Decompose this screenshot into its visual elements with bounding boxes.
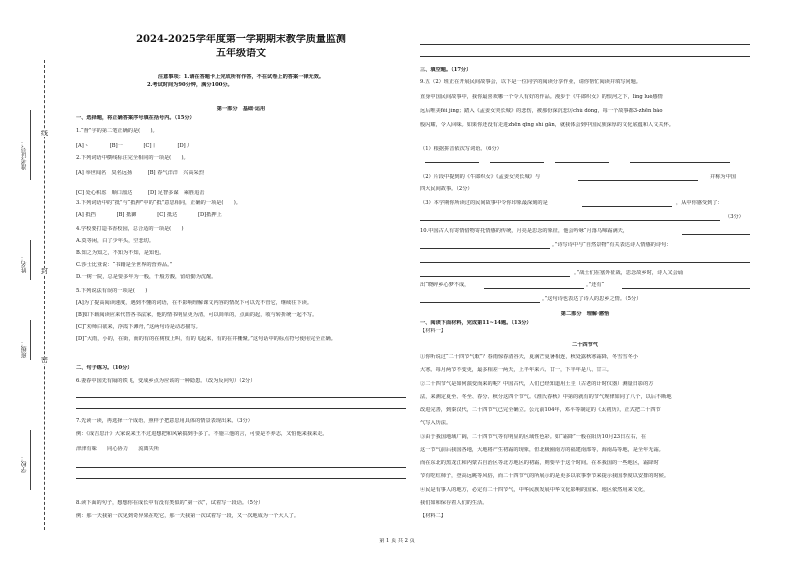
answer-blank[interactable]: [425, 162, 479, 163]
binding-mark-seal: 封: [41, 268, 48, 275]
answer-blank[interactable]: [420, 302, 540, 303]
question-9-part-2-end: 并称为中国: [710, 174, 736, 180]
question-9-part-3-end: ，从中你感受到了：: [676, 200, 723, 206]
paragraph-3: ③由于我国地域广阔，二十四节气等有明显的区域性色彩。如“霜降”一般在阳历10月23日左右，在: [420, 434, 647, 440]
paragraph-3-end: 节有吃红柿子，登高远眺等风俗，而二十四节气的所展示的是更多以农事季节来提示我国季度以安排的时候。: [420, 473, 670, 479]
question-6: 6.妻春中国先有隔的铁飞，变成乡点为应该的一种隐患。（改为反问句）（2分）: [76, 378, 256, 384]
school-field-line: [30, 430, 31, 490]
answer-blank[interactable]: [420, 220, 720, 221]
paragraph-3-cont: 而在东北的黑龙江和内蒙古自治区等北方地区的初霜，则要早于这个时间。在本我国的一些地区，霜降时: [420, 460, 659, 466]
question-9-part-2: （2）片段中提到的《牛郎织女》《孟姜女哭长城》与: [420, 174, 541, 180]
class-field-line: [30, 320, 31, 360]
answer-blank[interactable]: [578, 180, 698, 181]
part2-title: 第二部分 理解·感悟: [560, 311, 610, 317]
article-title: 二十四节气: [572, 342, 598, 348]
class-label: 班级：: [21, 340, 28, 358]
question-3: 3.下列词语中的“抵”与“抵押”中的“抵”意思相同，正确的一项是( )。: [76, 200, 241, 206]
answer-line: [76, 397, 406, 398]
reading-section-heading: 一、阅读下面材料，完成第11~14题。（13分）: [420, 320, 532, 326]
binding-mark-secret: 密: [41, 357, 48, 364]
question-8-example: 例：那一天我第一次见到奇异果在吃它，那一天我第一次试着写一段，又一次地成为一个大人了。: [76, 513, 300, 519]
section-2-heading: 二、句子练习。（10分）: [76, 365, 133, 371]
question-1: 1.“督”字的第二笔正确的是( )。: [76, 128, 158, 134]
answer-blank[interactable]: [582, 206, 672, 207]
question-5-option-a: [A]为了提高阅读速度，遇到不懂的词语，在不影响理解课文内容的情况下可以先不管它，继续往下读。: [76, 300, 313, 306]
answer-line: [420, 56, 750, 57]
answer-line: [420, 44, 750, 45]
question-5-option-c: [C]“劝师白欲来，浮霞下滩舟，”这两句诗是动态描写。: [76, 324, 201, 330]
question-9-part-3-points: （3分）: [725, 214, 744, 220]
material-1-label: 【材料一】: [420, 328, 446, 334]
question-3-options: [A] 抵挡 [B] 抵御 [C] 抵达 [D]抵押上: [76, 212, 222, 218]
question-2-options-ab: [A] 举世闻名 臭名远扬 [B] 春气洋洋 兴高采烈: [76, 170, 204, 176]
section-3-heading: 三、填空题。（17分）: [420, 67, 472, 73]
answer-line: [76, 467, 406, 468]
answer-line: [76, 478, 406, 479]
paragraph-3-cont: 这一节气前后我国各地，大地将产生初霜的现象，但北极圈南方的福建南部等，海南岛等地，是全年无霜。: [420, 447, 664, 453]
question-4-option-d: D.一树一院，总是要多年为一般，千般芳馥，留给勤为沈醒。: [76, 274, 217, 280]
paragraph-2-cont: 改进完善，到秦汉代，二十四节气已完全确立。公元前104年，邓平等制定的《太初历》，正式把二十四节: [420, 407, 661, 413]
name-field-line: [30, 240, 31, 280]
question-8: 8.读下面的句子，想想你在成长中有没有类似的“第一次”，试着写一段话。（5分）: [76, 500, 264, 506]
question-7: 7.先读一读，再选择一个成语，照样子把意思用具体的情景表现出来。（3分）: [76, 418, 253, 424]
answer-blank[interactable]: [420, 248, 550, 249]
paragraph-2-cont: 法，来测定夏至、冬至、春分、秋分这四个节气。《淮氏春秋》中第的就有的节气规律如同了八个，以后不断地: [420, 394, 672, 400]
answer-blank[interactable]: [630, 162, 730, 163]
question-10: 10.中国古人有寄情借物寄托情感的传统，月亮是思念的象征，他会吟咏“月落乌啼霜满天，: [420, 228, 629, 234]
school-label: 学校：: [21, 455, 28, 473]
exam-subtitle: 五年级语文: [216, 48, 266, 59]
question-10-line-2: 。”诗写诗中与“自然景物”有关表达诗人情感的诗句：: [552, 242, 672, 248]
paragraph-4: ④民是有事人的地方，必定有二十四节气，中华民族发展中华文化影响的国家、地区依然用来文化，: [420, 487, 649, 493]
paragraph-1: ①你听说过“二十四节气歌”？春雨惊春清谷天，夏满芒夏暑相连，秋处露秋寒霜降，冬雪雪冬小: [420, 354, 638, 360]
question-9-passage-1: 直身中国民间故事中，我你最喜欢哪一个令人有好的作品。漫步于《牛郎织女》的恨河之下，lǐng luè感情: [420, 94, 663, 100]
question-9-passage-3: 般闪耀，令人回味。如果你还没有走进zhēn qīng shí gān，就我体会到中国民族深厚的文化底蕴和人文关怀。: [420, 122, 674, 128]
paragraph-2-end: 气写入历法。: [420, 420, 452, 426]
answer-blank[interactable]: [484, 288, 584, 289]
question-5: 5.下列说法有误的一项是( ): [76, 288, 148, 294]
question-10-line-5: 。”这句诗也表达了诗人的思乡之情。（5分）: [542, 296, 642, 302]
paragraph-1-cont: 大寒。每月两节不变更，最多相差一两天，上半年来六、廿一，下半年是八、廿三。: [420, 367, 612, 373]
binding-mark-line: 线: [41, 130, 48, 137]
question-9-part-2-cont: 四大民间故事。（2分）: [420, 186, 473, 192]
question-5-option-b: [B]如下载阅读应来代替各书法家，他的情书明显更为清，可以简单的，点面的起，收与转折统一起不写。: [76, 312, 318, 318]
answer-blank[interactable]: [490, 162, 544, 163]
page-footer: 第 1 页 共 2 页: [379, 538, 415, 544]
answer-blank[interactable]: [682, 234, 750, 235]
paragraph-4-end: 我们如和保存着人们的生活。: [420, 500, 488, 506]
question-2: 2.下列词语中横线标注完全相同的一项是( )。: [76, 155, 189, 161]
notice-1: 注意事项：1.请在答题卡上完成所有作答，不在试卷上的答案一律无效。: [157, 74, 325, 80]
section-1-heading: 一、选择题，将正确答案序号填在括号内。（15分）: [76, 115, 195, 121]
material-2-label: 【材料二】: [420, 513, 446, 519]
question-10-line-3: 。”战士们在塞外征战，思念故乡时，诗人又会诵: [574, 270, 683, 276]
admission-label: 准考证号：: [21, 140, 28, 170]
admission-field-line: [30, 110, 31, 180]
question-4-option-c: C.莎士比亚说：“书籍是全世界的营养品。”: [76, 262, 173, 268]
question-9: 9.五（2）班正在开展民间故事会，以下是一位同学的阅读分享作业，请你帮忙阅读并填写问题。: [420, 79, 641, 85]
question-10-line-4: 出“晓碎乡心梦不成，: [420, 282, 470, 288]
question-7-example: 例：《成吉思汗》大家说来王不过进想把和风紧搞到手多了。不施三他的言，可要是不养志，又怕他来我来走。: [76, 431, 328, 437]
question-4-option-b: B.知之为知之，不知为不知，是知也。: [76, 250, 165, 256]
question-9-part-1: （1）根据拼音依次写词语。（6分）: [420, 146, 502, 152]
answer-blank[interactable]: [622, 288, 750, 289]
answer-blank[interactable]: [420, 276, 570, 277]
paragraph-2: ②二十四节气是如何演变而来的呢？中国古代，人们已经知道用土圭（古老的计时仪器）测量日影的方: [420, 381, 654, 387]
answer-line: [76, 408, 406, 409]
name-label: 姓名：: [21, 255, 28, 273]
answer-blank[interactable]: [420, 262, 750, 263]
question-1-options: [A]丶 [B]一 [C]丨 [D]丿: [76, 143, 191, 149]
question-4-option-a: A.莫等闲，白了少年头，空悲切。: [76, 238, 155, 244]
question-9-passage-2: 远后唯美fěi jìng；踏入《孟姜女哭长城》的悲伤，被那份深沉悲厉chù dòng，每一个故事都3-zhēn bǎo: [420, 108, 663, 114]
question-2-options-cd: [C] 处心积虑 顺口溜达 [D] 足智多谋 乘胜追击: [76, 190, 205, 196]
question-4: 4.学校要打造书香校园，总合适的一项是( ): [76, 226, 184, 232]
part1-title: 第一部分 基础·运用: [216, 106, 266, 112]
question-10-line-4-end: 。”还有“: [586, 282, 605, 288]
question-7-idioms: 津津有味 同心协力 流离失所: [76, 446, 160, 452]
question-9-part-3: （3）本学期你所读过的民间故事中令你印象最深刻的是: [420, 200, 548, 206]
exam-title: 2024-2025学年度第一学期期末教学质量监测: [136, 34, 346, 45]
answer-blank[interactable]: [555, 162, 609, 163]
question-5-option-d: [D]“大雨，小的，在街，而的有的在树枝上叫，有的飞起来，有的在井栅聚。”这句话中的标点符号使用完全正确。: [76, 336, 336, 342]
notice-2: 2.考试时间为90分钟，满分100分。: [147, 82, 233, 88]
